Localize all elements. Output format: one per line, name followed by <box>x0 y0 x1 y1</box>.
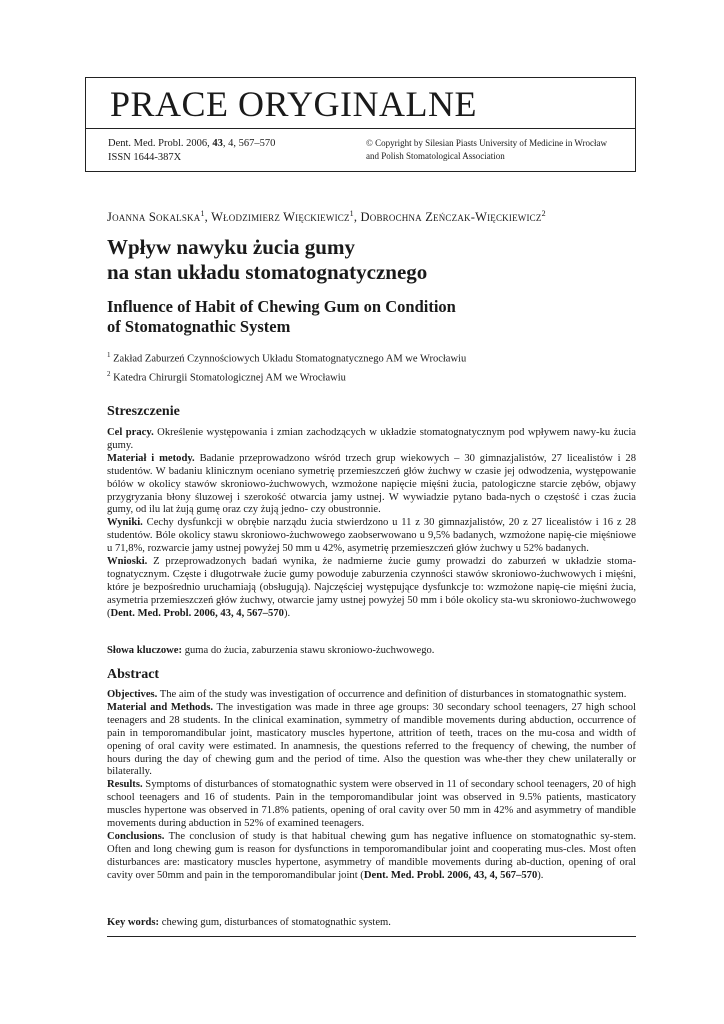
key-words-line <box>107 917 636 930</box>
title-polish <box>107 235 627 285</box>
copyright-line-1: © Copyright by Silesian Piasts University of Medicine in Wrocław <box>366 138 608 148</box>
citation-post: , 4, 567–570 <box>222 138 276 149</box>
abstract-objectives <box>107 689 636 702</box>
issn: ISSN 1644-387X <box>108 152 182 163</box>
key-words-label: Key words: <box>107 917 160 928</box>
title-polish-line-1: Wpływ nawyku żucia gumy <box>107 235 355 259</box>
title-english-line-1: Influence of Habit of Chewing Gum on Condition <box>107 297 456 316</box>
results-label: Results. <box>107 779 143 791</box>
citation-block <box>108 137 275 165</box>
streszczenie-wyniki <box>107 517 636 556</box>
abstract-conclusions <box>107 831 636 883</box>
wyniki-label: Wyniki. <box>107 517 143 529</box>
slowa-kluczowe-text: guma do żucia, zaburzenia stawu skroniowo-żuchwowego. <box>182 645 435 656</box>
author-1-affil: 1 <box>200 209 205 218</box>
author-list <box>107 209 546 225</box>
section-title: PRACE ORYGINALNE <box>110 84 478 124</box>
slowa-kluczowe-line <box>107 645 636 658</box>
author-3-affil: 2 <box>541 209 546 218</box>
streszczenie-wnioski <box>107 556 636 621</box>
streszczenie-metody <box>107 453 636 518</box>
author-2: Włodzimierz Więckiewicz <box>211 210 350 225</box>
key-words <box>107 917 636 930</box>
streszczenie-heading: Streszczenie <box>107 404 180 419</box>
conclusions-text: The conclusion of study is that habitual chewing gum has negative influence on stomatognathic sy-stem. Often and long chewing gum is reason for dysfunctions in temporomandibular joint and cooperating mus-cles. Most often disturbances are: masticatory muscles hypertone, asymmetry of mandible movements during ab-duction, opening of oral cavity over 50mm and pain in the temporomandibular joint ( <box>107 830 636 881</box>
copyright-line-2: and Polish Stomatological Association <box>366 151 505 161</box>
cel-text: Określenie występowania i zmian zachodzących w układzie stomatognatycznym pod wpływem nawy-ku żucia gumy. <box>107 427 636 451</box>
author-1: Joanna Sokalska <box>107 210 201 225</box>
methods-label: Material and Methods. <box>107 701 214 713</box>
slowa-kluczowe-label: Słowa kluczowe: <box>107 645 183 656</box>
citation-volume: 43 <box>212 138 223 149</box>
affiliation-1 <box>107 348 627 367</box>
abstract-body <box>107 689 636 883</box>
results-text: Symptoms of disturbances of stomatognathic system were observed in 11 of secondary school teenagers, 20 of high school teenagers and 16 of students. Pain in the temporomandibular joint was observed in 9.5% patients, masticatory muscles hypertone was observed in 71.8% patients, opening of oral cavity over 50 mm in 42% and asymmetry of mandible movements during abduction in 52% of examined teenagers. <box>107 779 636 830</box>
slowa-kluczowe <box>107 645 636 658</box>
streszczenie-cel <box>107 427 636 453</box>
affiliation-2-text: Katedra Chirurgii Stomatologicznej AM we Wrocławiu <box>113 372 346 383</box>
cel-label: Cel pracy. <box>107 427 154 438</box>
metody-text: Badanie przeprowadzono wśród trzech grup wiekowych – 30 gimnazjalistów, 27 licealistów i 28 studentów. W badaniu klinicznym oceniano symetrię przemieszczeń głów żuchwy w czasie jej odwodzenia, występowanie bólów w okolicy stawów skroniowo-żuchwowych, wzmożone napięcie mięśni żucia, patologiczne starcie zębów, objawy przygryzania błony śluzowej i szerokość otwarcia jamy ustnej. W wywiadzie pytano bada-nych o częstość i czas żucia gumy, od ilu lat żują gumę oraz czy żują jedno- czy obustronnie. <box>107 452 636 516</box>
title-polish-line-2: na stan układu stomatognatycznego <box>107 260 428 284</box>
affiliation-1-number: 1 <box>107 351 111 359</box>
wnioski-text: Z przeprowadzonych badań wynika, że nadmierne żucie gumy prowadzi do zaburzeń w układzie stoma-tognatycznym. Częste i długotrwałe żucie gumy powoduje zaburzenia czynności stawów skroniowo-żuchwowych i mięśni, które je bezpośrednio uruchamiają (obsługują). Najczęściej występujące dysfunkcje to: wzmożone napię-cie mięśni żucia, asymetria przemieszczeń głów żuchwy, otwarcie jamy ustnej powyżej 50 mm i bóle okolicy sta-wu skroniowo-żuchwowego ( <box>107 556 636 619</box>
objectives-text: The aim of the study was investigation of occurrence and definition of disturbances in stomatognathic system. <box>157 689 627 700</box>
citation-line <box>108 137 275 151</box>
metody-label: Materiał i metody. <box>107 452 195 464</box>
wnioski-end: ). <box>283 607 291 619</box>
citation-pre: Dent. Med. Probl. 2006, <box>108 138 213 149</box>
conclusions-end: ). <box>537 869 544 881</box>
journal-section-header <box>85 77 636 129</box>
author-2-affil: 1 <box>349 209 354 218</box>
affiliation-2 <box>107 367 627 386</box>
abstract-results <box>107 779 636 831</box>
author-3: Dobrochna Zeńczak-Więckiewicz <box>360 210 542 225</box>
conclusions-label: Conclusions. <box>107 830 165 842</box>
methods-text: The investigation was made in three age groups: 30 secondary school teenagers, 27 high school teenagers and 28 students. In the clinical examination, symmetry of mandible movements during abduction, occurrence of pain in temporomandibular joint, masticatory muscles hypertone, attrition of teeth, traces on the mu-cosa and width of opening of oral cavity were estimated. In anamnesis, the questions referred to the frequency of chewing, the number of hours during the day of chewing gum and the period of time. Also the question was whe-ther they chew unilaterally or bilaterally. <box>107 701 636 778</box>
objectives-label: Objectives. <box>107 689 158 700</box>
copyright-block <box>366 137 628 163</box>
streszczenie-body <box>107 427 636 621</box>
affiliation-1-text: Zakład Zaburzeń Czynnościowych Układu Stomatognatycznego AM we Wrocławiu <box>113 353 467 365</box>
abstract-methods <box>107 702 636 779</box>
wyniki-text: Cechy dysfunkcji w obrębie narządu żucia stwierdzono u 11 z 30 gimnazjalistów, 20 z 27 licealistów i 16 z 28 studentów. Bóle okolicy stawu skroniowo-żuchwowego zaobserwowano u 9,5% badanych, wzmożone napię-cie mięśniowe u 71,8%, rozwarcie jamy ustnej powyżej 50 mm u 42%, asymetrię przemieszczeń głów żuchwy u 52% badanych. <box>107 517 636 555</box>
conclusions-citation: Dent. Med. Probl. 2006, 43, 4, 567–570 <box>363 869 538 881</box>
bottom-divider <box>107 936 636 937</box>
wnioski-citation: Dent. Med. Probl. 2006, 43, 4, 567–570 <box>110 607 284 619</box>
key-words-text: chewing gum, disturbances of stomatognathic system. <box>159 917 391 928</box>
wnioski-label: Wnioski. <box>107 556 148 568</box>
affiliations <box>107 348 627 385</box>
journal-info-box <box>85 128 636 172</box>
abstract-heading: Abstract <box>107 667 160 682</box>
author-separator: , <box>204 210 212 225</box>
title-english <box>107 297 627 337</box>
author-separator: , <box>353 210 361 225</box>
affiliation-2-number: 2 <box>107 369 111 378</box>
title-english-line-2: of Stomatognathic System <box>107 317 291 336</box>
